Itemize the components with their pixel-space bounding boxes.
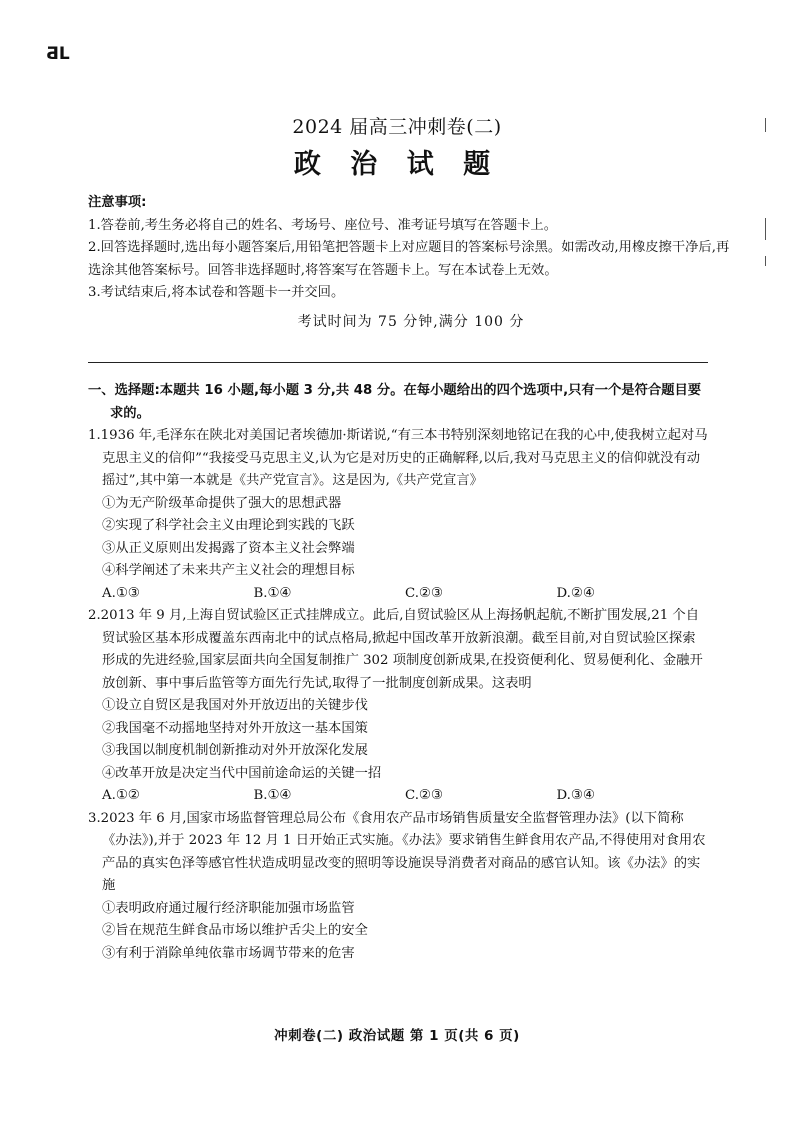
corner-logo-mark: ƋL	[46, 44, 70, 64]
page-footer: 冲刺卷(二) 政治试题 第 1 页(共 6 页)	[274, 1028, 520, 1044]
question-statement: ①为无产阶级革命提供了强大的思想武器	[102, 495, 342, 511]
notice-item: 1.答卷前,考生务必将自己的姓名、考场号、座位号、准考证号填写在答题卡上。	[88, 217, 558, 233]
question-stem: 2.2013 年 9 月,上海自贸试验区正式挂牌成立。此后,自贸试验区从上海扬帆起航,不断扩围发展,21 个自贸试验区基本形成覆盖东西南北中的试点格局,掀起中国改革开放新浪潮。截至目前,对自贸试验区探索形成的先进经验,国家层面共向全国复制推广 302 项制度创新成果,在投资便利化、贸易便利化、金融开放创新、事中事后监管等方面先行先试,取得了一批制度创新成果。这表明	[88, 608, 703, 691]
question-statement: ③有利于消除单纯依靠市场调节带来的危害	[102, 945, 355, 961]
answer-option-a: A.①②	[102, 788, 140, 803]
subject-title: 政 治 试 题	[293, 149, 501, 180]
answer-options	[88, 583, 708, 606]
questions-section	[88, 380, 708, 965]
question-statement: ③我国以制度机制创新推动对外开放深化发展	[102, 743, 368, 758]
answer-option-b: B.①④	[253, 788, 292, 803]
answer-option-a: A.①③	[102, 585, 140, 601]
notice-item: 2.回答选择题时,选出每小题答案后,用铅笔把答题卡上对应题目的答案标号涂黑。如需改动,用橡皮擦干净后,再选涂其他答案标号。回答非选择题时,将答案写在答题卡上。写在本试卷上无效。	[88, 240, 730, 278]
answer-option-c: C.②③	[405, 585, 443, 601]
divider	[88, 362, 708, 363]
question-stem: 3.2023 年 6 月,国家市场监督管理总局公布《食用农产品市场销售质量安全监督管理办法》(以下简称《办法》),并于 2023 年 12 月 1 日开始正式实施。《办法》要求销售生鲜食用农产品,不得使用对食用农产品的真实色泽等感官性状造成明显改变的照明等设施误导消费者对商品的感官认知。该《办法》的实施	[88, 810, 706, 893]
question-statement: ②实现了科学社会主义由理论到实践的飞跃	[102, 518, 355, 533]
scan-edge-mark	[765, 118, 766, 132]
question-statement: ④改革开放是决定当代中国前途命运的关键一招	[102, 765, 382, 781]
question-statement: ①表明政府通过履行经济职能加强市场监管	[102, 900, 355, 916]
answer-option-b: B.①④	[253, 585, 292, 601]
scan-edge-mark	[765, 218, 766, 240]
question-1	[88, 425, 708, 605]
question-statement: ④科学阐述了未来共产主义社会的理想目标	[102, 563, 355, 578]
notice-heading: 注意事项:	[88, 195, 147, 210]
notice-block	[88, 192, 734, 333]
answer-options	[88, 785, 708, 808]
scan-edge-mark	[765, 256, 766, 266]
question-3	[88, 808, 708, 966]
question-statement: ②旨在规范生鲜食品市场以维护舌尖上的安全	[102, 923, 368, 938]
answer-option-c: C.②③	[405, 788, 443, 803]
question-statement: ①设立自贸区是我国对外开放迈出的关键步伐	[102, 698, 368, 713]
exam-title: 2024 届高三冲刺卷(二)	[292, 116, 502, 138]
question-stem: 1.1936 年,毛泽东在陕北对美国记者埃德加·斯诺说,“有三本书特别深刻地铭记在我的心中,使我树立起对马克思主义的信仰”“我接受马克思主义,认为它是对历史的正确解释,以后,我对马克思主义的信仰就没有动摇过”,其中第一本就是《共产党宣言》。这是因为,《共产党宣言》	[88, 428, 708, 488]
notice-item: 3.考试结束后,将本试卷和答题卡一并交回。	[88, 285, 345, 300]
answer-option-d: D.③④	[556, 788, 595, 803]
question-statement: ③从正义原则出发揭露了资本主义社会弊端	[102, 540, 355, 556]
answer-option-d: D.②④	[556, 585, 595, 601]
exam-time: 考试时间为 75 分钟,满分 100 分	[297, 313, 525, 330]
question-statement: ②我国毫不动摇地坚持对外开放这一基本国策	[102, 720, 368, 736]
question-2	[88, 605, 708, 808]
section-heading: 一、选择题:本题共 16 小题,每小题 3 分,共 48 分。在每小题给出的四个选项中,只有一个是符合题目要求的。	[88, 383, 702, 421]
